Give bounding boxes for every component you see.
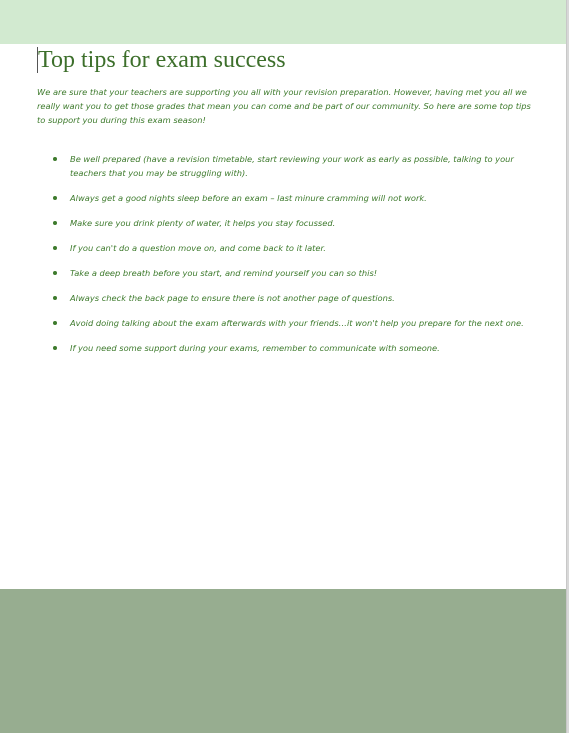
bullet-icon — [53, 321, 57, 325]
tips-list — [37, 152, 533, 355]
header-band — [0, 0, 566, 44]
tip-text: Always get a good nights sleep before an exam – last minure cramming will not work. — [70, 193, 427, 203]
tip-item[interactable] — [37, 191, 533, 205]
tip-item[interactable] — [37, 241, 533, 255]
bullet-icon — [53, 221, 57, 225]
tip-text: Make sure you drink plenty of water, it helps you stay focussed. — [70, 218, 336, 228]
tip-text: Always check the back page to ensure there is not another page of questions. — [70, 293, 395, 303]
bullet-icon — [53, 346, 57, 350]
page-content — [37, 44, 533, 355]
intro-paragraph[interactable]: We are sure that your teachers are supporting you all with your revision preparation. However, having met you all we really want you to get those grades that mean you can come and be part of our community. So here are some top tips to support you during this exam season! — [37, 87, 531, 125]
tip-item[interactable] — [37, 291, 533, 305]
page-title[interactable]: Top tips for exam success — [38, 47, 286, 73]
tip-item[interactable] — [37, 266, 533, 280]
tip-text: Avoid doing talking about the exam afterwards with your friends…it won't help you prepare for the next one. — [70, 318, 524, 328]
footer-band — [0, 589, 566, 733]
tip-item[interactable] — [37, 152, 533, 180]
tip-text: Be well prepared (have a revision timetable, start reviewing your work as early as possible, talking to your teachers that you may be struggling with). — [70, 154, 514, 178]
bullet-icon — [53, 271, 57, 275]
bullet-icon — [53, 246, 57, 250]
tip-text: If you need some support during your exams, remember to communicate with someone. — [70, 343, 440, 353]
title-row — [37, 45, 533, 77]
bullet-icon — [53, 296, 57, 300]
tip-item[interactable] — [37, 341, 533, 355]
bullet-icon — [53, 196, 57, 200]
tip-text: If you can't do a question move on, and come back to it later. — [70, 243, 326, 253]
tip-text: Take a deep breath before you start, and remind yourself you can so this! — [70, 268, 378, 278]
tip-item[interactable] — [37, 316, 533, 330]
text-cursor — [37, 47, 38, 73]
tip-item[interactable] — [37, 216, 533, 230]
bullet-icon — [53, 157, 57, 161]
